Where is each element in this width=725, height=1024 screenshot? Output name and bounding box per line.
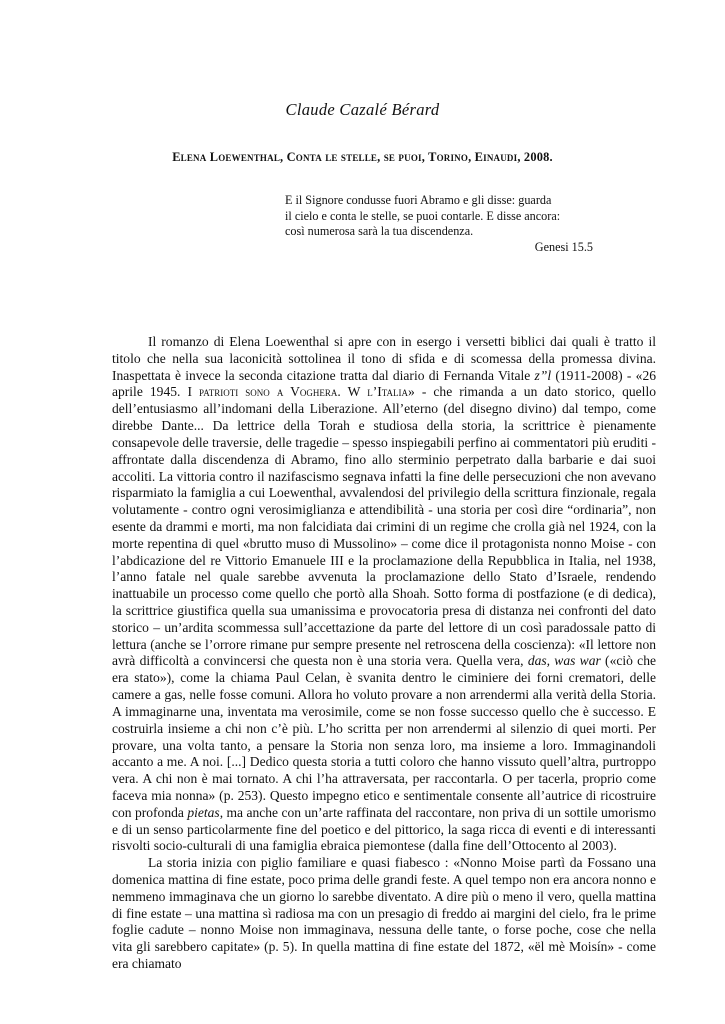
celan-quote-italic: das, was war <box>527 653 601 669</box>
body-text <box>112 334 656 973</box>
paragraph-1 <box>112 334 656 855</box>
epigraph-line: E il Signore condusse fuori Abramo e gli disse: guarda <box>285 193 552 207</box>
pietas-italic: pietas <box>187 804 220 820</box>
epigraph-reference: Genesi 15.5 <box>534 239 593 254</box>
paragraph-1-text: , ma anche con un’arte raffinata del raccontare, non priva di un sottile umorismo e di un senso particolarmente fine del poetico e del pittorico, la saga ricca di eventi e di interessanti risvolti socio-culturali di una famiglia ebraica piemontese (dalla fine dell’Ottocento al 2003). <box>112 804 656 854</box>
book-title: Elena Loewenthal, Conta le stelle, se puoi, Torino, Einaudi, 2008. <box>172 150 553 164</box>
author-name: Claude Cazalé Bérard <box>285 100 440 119</box>
epigraph <box>285 193 593 255</box>
paragraph-1-text: Il romanzo di Elena Loewenthal si apre con in esergo i versetti biblici dai quali è tratto il titolo che nella sua laconicità sottolinea il tono di sfida e di scomessa della promessa divina. Inaspettata è invece la seconda citazione tratta dal diario di Fernanda Vitale <box>112 334 656 383</box>
paragraph-1-text: » - che rimanda a un dato storico, quello dell’entusiasmo all’indomani della Liberazione. All’eterno (del disegno divino) dal tempo, come direbbe Dante... Da lettrice della Torah e studiosa della storia, la scrittrice è pienamente consapevole delle traversie, delle tragedie – spesso inspiegabili perfino ai commentatori più eruditi - affrontate dalla discendenza di Abramo, fino allo sterminio perpetrato dalla barbarie e dai suoi accoliti. La vittoria contro il nazifascismo segnava infatti la fine delle persecuzioni che non avevano risparmiato la famiglia a cui Loewenthal, avvalendosi del privilegio della scrittura finzionale, regala volutamente - contro ogni verosimiglianza e attendibilità - una storia per così dire “ordinaria”, non esente da drammi e morti, ma non falcidiata dai crimini di un regime che crolla già nel 1924, con la morte repentina di quel «brutto muso di Mussolino» – come dice il protagonista nonno Moise - con l’abdicazione del re Vittorio Emanuele III e la proclamazione della Repubblica in Italia, nel 1938, l’anno fatale nel quale sarebbe avvenuta la proclamazione dello Stato d’Israele, rendendo inattuabile un processo come quello che portò alla Shoah. Sotto forma di postfazione (e di dedica), la scrittrice giustifica quella sua umanissima e provocatoria presa di distanza nei confronti del dato storico – un’ardita scommessa sull’accettazione da parte del lettore di un così paradossale patto di lettura (anche se l’orrore rimane pur sempre presente nel retroscena della coscienza): «Il lettore non avrà difficoltà a convincersi che questa non è una storia vera. Quella vera, <box>112 384 656 669</box>
paragraph-1-text: (1911-2008) - «26 aprile 1945. I <box>112 367 656 400</box>
epigraph-line: il cielo e conta le stelle, se puoi contarle. E disse ancora: <box>285 208 561 223</box>
paragraph-2: La storia inizia con piglio familiare e quasi fiabesco : «Nonno Moise partì da Fossano una domenica mattina di fine estate, poco prima delle grandi feste. A quel tempo non era ancora nonno e nemmeno immaginava che un giorno lo sarebbe diventato. A dire più o meno il vero, quella mattina di fine estate – una mattina sì radiosa ma con un presagio di freddo ai margini del cielo, fra le prime foglie cadute – nonno Moise non immaginava, nessuna delle tante, o forse poche, cose che nella vita gli sarebbero capitate» (p. 5). In quella mattina di fine estate del 1872, «ël mè Moisín» - come era chiamato <box>112 855 656 972</box>
diary-quote-small-caps: patrioti sono a Voghera. W l’Italia <box>199 384 409 400</box>
paragraph-1-text: («ciò che era stato»), come la chiama Paul Celan, è svanita dentro le ciminiere dei forni crematori, delle camere a gas, nelle fosse comuni. Allora ho voluto provare a non arrendermi alla verità della Storia. A immaginarne una, inventata ma verosimile, come se non fosse successo quello che è successo. E costruirla insieme a chi non c’è più. L’ho scritta per non arrendermi al silenzio di quei morti. Per provare, una volta tanto, a pensare la Storia non senza loro, ma insieme a loro. Immaginandoli accanto a me. A noi. [...] Dedico questa storia a tutti coloro che hanno vissuto quell’altra, purtroppo vera. A chi non è mai tornato. A chi l’ha attraversata, per raccontarla. O per tacerla, proprio come faceva mia nonna» (p. 253). Questo impegno etico e sentimentale consente all’autrice di ricostruire con profonda <box>112 653 656 820</box>
epigraph-line: così numerosa sarà la tua discendenza. <box>285 224 474 239</box>
zl-abbreviation: z”l <box>534 367 552 383</box>
